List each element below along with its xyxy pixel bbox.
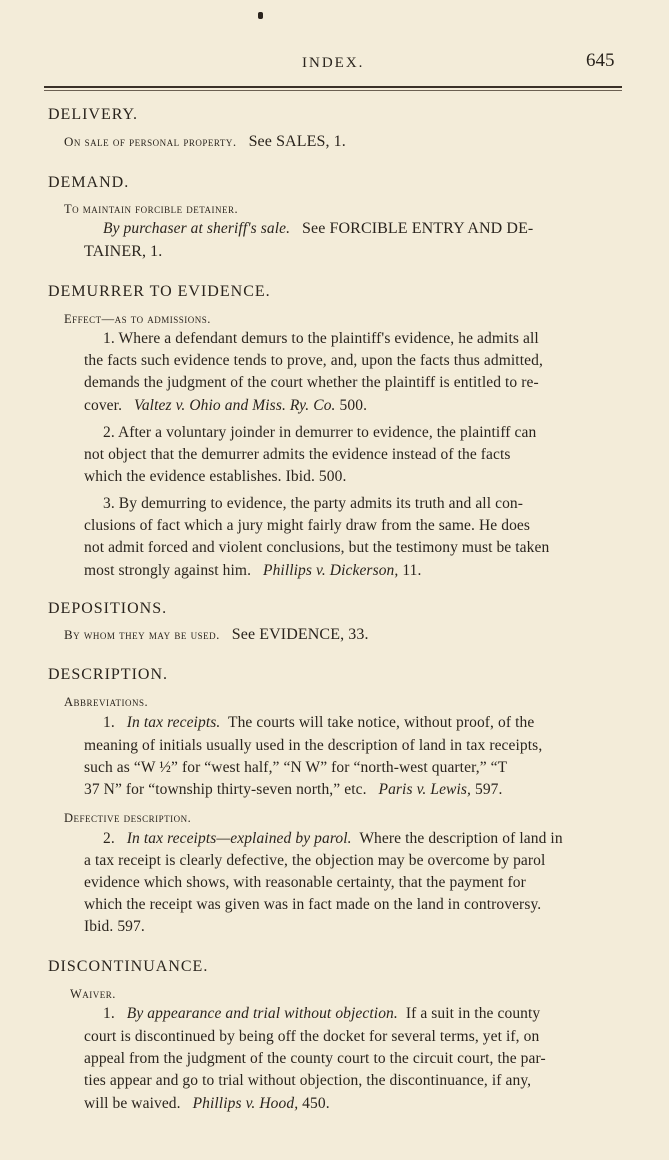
text-line: [103, 1005, 540, 1023]
case-citation: Phillips v. Hood,: [192, 1095, 299, 1112]
item-number: 2.: [103, 830, 115, 847]
subheading: Effect—as to admissions.: [64, 312, 211, 326]
header-rule-thin: [44, 90, 622, 91]
text-line: appeal from the judgment of the county court to the circuit court, the par-: [84, 1050, 546, 1067]
text-span: 597.: [474, 781, 503, 798]
entry-heading-demurrer: DEMURRER TO EVIDENCE.: [48, 283, 271, 300]
entry-heading-discontinuance: DISCONTINUANCE.: [48, 958, 209, 975]
cross-reference: See SALES, 1.: [248, 133, 346, 150]
text-line: a tax receipt is clearly defective, the objection may be overcome by parol: [84, 852, 546, 869]
text-span: 500.: [339, 397, 368, 414]
subheading: To maintain forcible detainer.: [64, 202, 239, 216]
text-span: cover.: [84, 397, 123, 414]
entry-heading-description: DESCRIPTION.: [48, 666, 169, 683]
text-line: [84, 397, 367, 415]
subheading: Waiver.: [70, 987, 116, 1001]
italic-phrase: By purchaser at sheriff's sale.: [103, 220, 291, 237]
cross-reference: See EVIDENCE, 33.: [231, 626, 369, 643]
text-line: demands the judgment of the court whether the plaintiff is entitled to re-: [84, 374, 539, 391]
text-span: 37 N” for “township thirty-seven north,” etc.: [84, 781, 367, 798]
subheading: Defective description.: [64, 811, 192, 825]
text-line: 3. By demurring to evidence, the party admits its truth and all con-: [103, 495, 524, 512]
item-number: 1.: [103, 1005, 115, 1022]
entry-delivery-sub: [64, 133, 346, 151]
text-line: evidence which shows, with reasonable certainty, that the payment for: [84, 874, 526, 891]
text-line: TAINER, 1.: [84, 243, 163, 260]
text-span: 11.: [402, 562, 422, 579]
text-line: the facts such evidence tends to prove, and, upon the facts thus admitted,: [84, 352, 543, 369]
text-line: which the receipt was given was in fact made on the land in controversy.: [84, 896, 542, 913]
entry-depositions-sub: [64, 626, 369, 644]
running-head: INDEX.: [302, 55, 365, 71]
case-citation: Paris v. Lewis,: [378, 781, 471, 798]
text-line: Ibid. 597.: [84, 918, 145, 935]
text-line: [84, 562, 421, 580]
text-line: clusions of fact which a jury might fairly draw from the same. He does: [84, 517, 531, 534]
text-line: such as “W ½” for “west half,” “N W” for “north-west quarter,” “T: [84, 759, 508, 776]
entry-heading-demand: DEMAND.: [48, 174, 130, 191]
italic-phrase: In tax receipts—explained by parol.: [126, 830, 352, 847]
text-line: [103, 714, 534, 732]
text-line: 1. Where a defendant demurs to the plaintiff's evidence, he admits all: [103, 330, 539, 347]
text-line: [103, 220, 533, 238]
text-line: [103, 830, 563, 848]
text-line: 2. After a voluntary joinder in demurrer to evidence, the plaintiff can: [103, 424, 537, 441]
text-span: most strongly against him.: [84, 562, 252, 579]
text-line: ties appear and go to trial without objection, the discontinuance, if any,: [84, 1072, 532, 1089]
text-span: 450.: [302, 1095, 330, 1112]
header-rule: [44, 86, 622, 88]
case-citation: Valtez v. Ohio and Miss. Ry. Co.: [133, 397, 336, 414]
subheading: Abbreviations.: [64, 695, 149, 709]
text-span: Where the description of land in: [359, 830, 563, 847]
text-line: [84, 1095, 330, 1113]
text-line: not object that the demurrer admits the evidence instead of the facts: [84, 446, 511, 463]
cross-reference: See FORCIBLE ENTRY AND DE-: [302, 220, 534, 237]
item-number: 1.: [103, 714, 115, 731]
text-span: The courts will take notice, without proof, of the: [228, 714, 535, 731]
text-line: court is discontinued by being off the docket for several terms, yet if, on: [84, 1028, 540, 1045]
text-line: not admit forced and violent conclusions, but the testimony must be taken: [84, 539, 550, 556]
italic-phrase: By appearance and trial without objection.: [126, 1005, 398, 1022]
italic-phrase: In tax receipts.: [126, 714, 221, 731]
text-span: will be waived.: [84, 1095, 181, 1112]
subheading: On sale of personal property.: [64, 134, 237, 149]
text-line: meaning of initials usually used in the description of land in tax receipts,: [84, 737, 543, 754]
entry-heading-delivery: DELIVERY.: [48, 106, 139, 123]
text-line: which the evidence establishes. Ibid. 500.: [84, 468, 347, 485]
text-span: If a suit in the county: [405, 1005, 541, 1022]
ink-mark: [258, 12, 263, 19]
case-citation: Phillips v. Dickerson,: [263, 562, 399, 579]
entry-heading-depositions: DEPOSITIONS.: [48, 600, 168, 617]
page-number: 645: [586, 50, 615, 71]
text-line: [84, 781, 503, 799]
subheading: By whom they may be used.: [64, 627, 220, 642]
